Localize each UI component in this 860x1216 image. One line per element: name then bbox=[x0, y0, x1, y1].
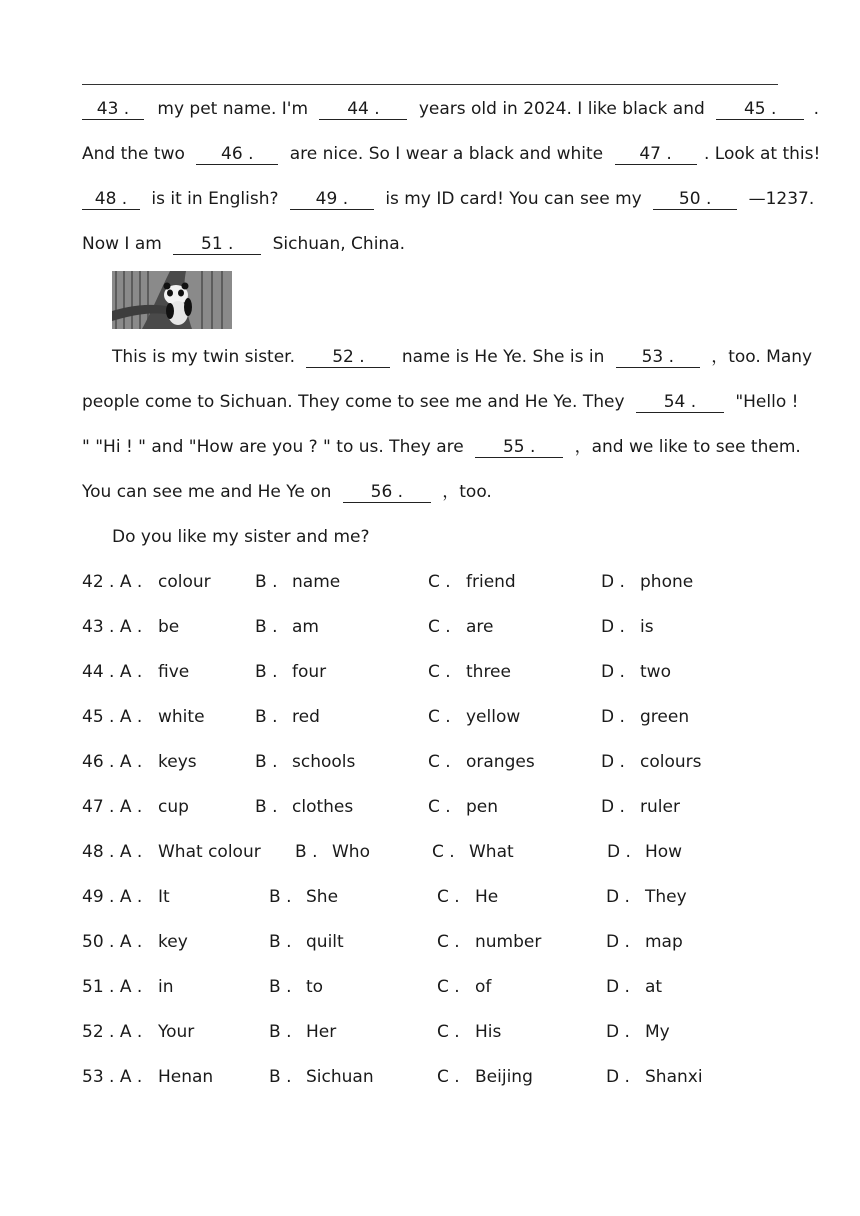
question-number-label: 44 . A . bbox=[82, 662, 143, 682]
question-number-label: 51 . A . bbox=[82, 977, 143, 997]
option-c-label: C . bbox=[428, 707, 451, 727]
option-d[interactable]: green bbox=[640, 707, 690, 727]
blank-54[interactable]: 54 . bbox=[636, 392, 724, 413]
option-c-label: C . bbox=[437, 932, 460, 952]
option-a[interactable]: in bbox=[158, 977, 174, 997]
option-d-label: D . bbox=[601, 707, 625, 727]
option-b-label: B . bbox=[269, 887, 292, 907]
passage-text: Now I am bbox=[82, 234, 162, 254]
option-d-label: D . bbox=[606, 977, 630, 997]
passage-text: my pet name. I'm bbox=[157, 99, 309, 119]
option-d[interactable]: is bbox=[640, 617, 654, 637]
question-number-label: 42 . A . bbox=[82, 572, 143, 592]
passage-text: ，too. Many bbox=[711, 347, 813, 367]
option-d[interactable]: My bbox=[645, 1022, 670, 1042]
option-d[interactable]: phone bbox=[640, 572, 694, 592]
option-c[interactable]: pen bbox=[466, 797, 499, 817]
option-c-label: C . bbox=[428, 617, 451, 637]
passage-text: is my ID card! You can see my bbox=[385, 189, 642, 209]
passage-line-2 bbox=[82, 142, 820, 166]
option-c[interactable]: of bbox=[475, 977, 492, 997]
option-a[interactable]: key bbox=[158, 932, 188, 952]
option-a[interactable]: It bbox=[158, 887, 170, 907]
passage-line-5 bbox=[82, 345, 812, 369]
option-b-label: B . bbox=[269, 932, 292, 952]
passage-line-1 bbox=[82, 97, 819, 121]
option-b-label: B . bbox=[269, 1067, 292, 1087]
option-d[interactable]: map bbox=[645, 932, 683, 952]
passage-text: years old in 2024. I like black and bbox=[418, 99, 705, 119]
option-d-label: D . bbox=[601, 752, 625, 772]
option-c[interactable]: are bbox=[466, 617, 494, 637]
option-c[interactable]: friend bbox=[466, 572, 516, 592]
option-d[interactable]: two bbox=[640, 662, 671, 682]
question-number-label: 49 . A . bbox=[82, 887, 143, 907]
option-b-label: B . bbox=[255, 752, 278, 772]
blank-51[interactable]: 51 . bbox=[173, 234, 261, 255]
question-number-label: 52 . A . bbox=[82, 1022, 143, 1042]
option-b-label: B . bbox=[269, 977, 292, 997]
passage-text: " "Hi ! " and "How are you ? " to us. They are bbox=[82, 437, 464, 457]
question-number-label: 45 . A . bbox=[82, 707, 143, 727]
option-b[interactable]: name bbox=[292, 572, 341, 592]
option-b[interactable]: Sichuan bbox=[306, 1067, 374, 1087]
blank-43[interactable]: 43 . bbox=[82, 99, 144, 120]
option-b-label: B . bbox=[255, 797, 278, 817]
option-b-label: B . bbox=[255, 572, 278, 592]
passage-text: You can see me and He Ye on bbox=[82, 482, 332, 502]
passage-line-6 bbox=[82, 390, 798, 414]
option-b-label: B . bbox=[269, 1022, 292, 1042]
option-b[interactable]: Her bbox=[306, 1022, 337, 1042]
option-d-label: D . bbox=[606, 1022, 630, 1042]
blank-47[interactable]: 47 . bbox=[615, 144, 697, 165]
passage-line-3 bbox=[82, 187, 814, 211]
passage-line-8 bbox=[82, 480, 492, 504]
option-c-label: C . bbox=[437, 887, 460, 907]
option-b[interactable]: Who bbox=[332, 842, 370, 862]
option-c[interactable]: three bbox=[466, 662, 511, 682]
passage-line-4 bbox=[82, 232, 405, 256]
option-d-label: D . bbox=[601, 617, 625, 637]
option-b[interactable]: red bbox=[292, 707, 320, 727]
option-c[interactable]: number bbox=[475, 932, 542, 952]
passage-text: This is my twin sister. bbox=[112, 347, 296, 367]
question-number-label: 43 . A . bbox=[82, 617, 143, 637]
question-number-label: 50 . A . bbox=[82, 932, 143, 952]
option-c-label: C . bbox=[428, 662, 451, 682]
option-c-label: C . bbox=[428, 752, 451, 772]
option-c[interactable]: Beijing bbox=[475, 1067, 533, 1087]
option-c[interactable]: His bbox=[475, 1022, 502, 1042]
option-d[interactable]: How bbox=[645, 842, 683, 862]
blank-56[interactable]: 56 . bbox=[343, 482, 431, 503]
option-d[interactable]: They bbox=[645, 887, 687, 907]
passage-text: Do you like my sister and me? bbox=[112, 527, 370, 547]
passage-text: are nice. So I wear a black and white bbox=[289, 144, 604, 164]
option-a[interactable]: Your bbox=[158, 1022, 195, 1042]
option-b[interactable]: four bbox=[292, 662, 327, 682]
option-a[interactable]: cup bbox=[158, 797, 189, 817]
option-c-label: C . bbox=[428, 572, 451, 592]
passage-text: is it in English? bbox=[151, 189, 279, 209]
panda-photo bbox=[112, 271, 232, 329]
passage-text: . bbox=[813, 99, 820, 119]
option-d-label: D . bbox=[601, 797, 625, 817]
blank-50[interactable]: 50 . bbox=[653, 189, 737, 210]
option-d[interactable]: ruler bbox=[640, 797, 680, 817]
option-a[interactable]: keys bbox=[158, 752, 197, 772]
option-b[interactable]: She bbox=[306, 887, 339, 907]
option-a[interactable]: white bbox=[158, 707, 205, 727]
option-b-label: B . bbox=[255, 662, 278, 682]
passage-text: ，and we like to see them. bbox=[574, 437, 801, 457]
blank-53[interactable]: 53 . bbox=[616, 347, 700, 368]
header-rule bbox=[82, 84, 778, 85]
option-a[interactable]: five bbox=[158, 662, 190, 682]
option-d-label: D . bbox=[606, 1067, 630, 1087]
blank-48[interactable]: 48 . bbox=[82, 189, 140, 210]
passage-text: . Look at this! bbox=[703, 144, 821, 164]
option-c[interactable]: oranges bbox=[466, 752, 535, 772]
passage-text: And the two bbox=[82, 144, 185, 164]
passage-text: people come to Sichuan. They come to see me and He Ye. They bbox=[82, 392, 625, 412]
option-c-label: C . bbox=[437, 1022, 460, 1042]
passage-text: ，too. bbox=[442, 482, 492, 502]
option-d-label: D . bbox=[607, 842, 631, 862]
question-number-label: 48 . A . bbox=[82, 842, 143, 862]
passage-text: Sichuan, China. bbox=[272, 234, 406, 254]
option-c[interactable]: yellow bbox=[466, 707, 521, 727]
option-a[interactable]: colour bbox=[158, 572, 211, 592]
blank-49[interactable]: 49 . bbox=[290, 189, 374, 210]
passage-line-9 bbox=[82, 525, 370, 549]
option-d[interactable]: colours bbox=[640, 752, 702, 772]
option-b-label: B . bbox=[255, 707, 278, 727]
blank-45[interactable]: 45 . bbox=[716, 99, 804, 120]
passage-text: —1237. bbox=[748, 189, 815, 209]
blank-55[interactable]: 55 . bbox=[475, 437, 563, 458]
option-b[interactable]: am bbox=[292, 617, 319, 637]
option-d[interactable]: at bbox=[645, 977, 663, 997]
option-b-label: B . bbox=[255, 617, 278, 637]
option-c-label: C . bbox=[432, 842, 455, 862]
question-number-label: 47 . A . bbox=[82, 797, 143, 817]
question-number-label: 46 . A . bbox=[82, 752, 143, 772]
option-a[interactable]: Henan bbox=[158, 1067, 214, 1087]
option-d-label: D . bbox=[606, 932, 630, 952]
option-b[interactable]: quilt bbox=[306, 932, 344, 952]
option-c[interactable]: He bbox=[475, 887, 499, 907]
option-d-label: D . bbox=[601, 662, 625, 682]
option-c[interactable]: What bbox=[469, 842, 514, 862]
option-a[interactable]: be bbox=[158, 617, 180, 637]
option-c-label: C . bbox=[428, 797, 451, 817]
option-b[interactable]: clothes bbox=[292, 797, 354, 817]
option-d-label: D . bbox=[606, 887, 630, 907]
blank-52[interactable]: 52 . bbox=[306, 347, 390, 368]
passage-line-7 bbox=[82, 435, 801, 459]
option-d[interactable]: Shanxi bbox=[645, 1067, 703, 1087]
blank-46[interactable]: 46 . bbox=[196, 144, 278, 165]
question-number-label: 53 . A . bbox=[82, 1067, 143, 1087]
passage-text: name is He Ye. She is in bbox=[401, 347, 605, 367]
option-c-label: C . bbox=[437, 1067, 460, 1087]
option-b-label: B . bbox=[295, 842, 318, 862]
option-a[interactable]: What colour bbox=[158, 842, 261, 862]
option-b[interactable]: schools bbox=[292, 752, 356, 772]
option-d-label: D . bbox=[601, 572, 625, 592]
option-b[interactable]: to bbox=[306, 977, 324, 997]
passage-text: "Hello ! bbox=[735, 392, 799, 412]
blank-44[interactable]: 44 . bbox=[319, 99, 407, 120]
option-c-label: C . bbox=[437, 977, 460, 997]
